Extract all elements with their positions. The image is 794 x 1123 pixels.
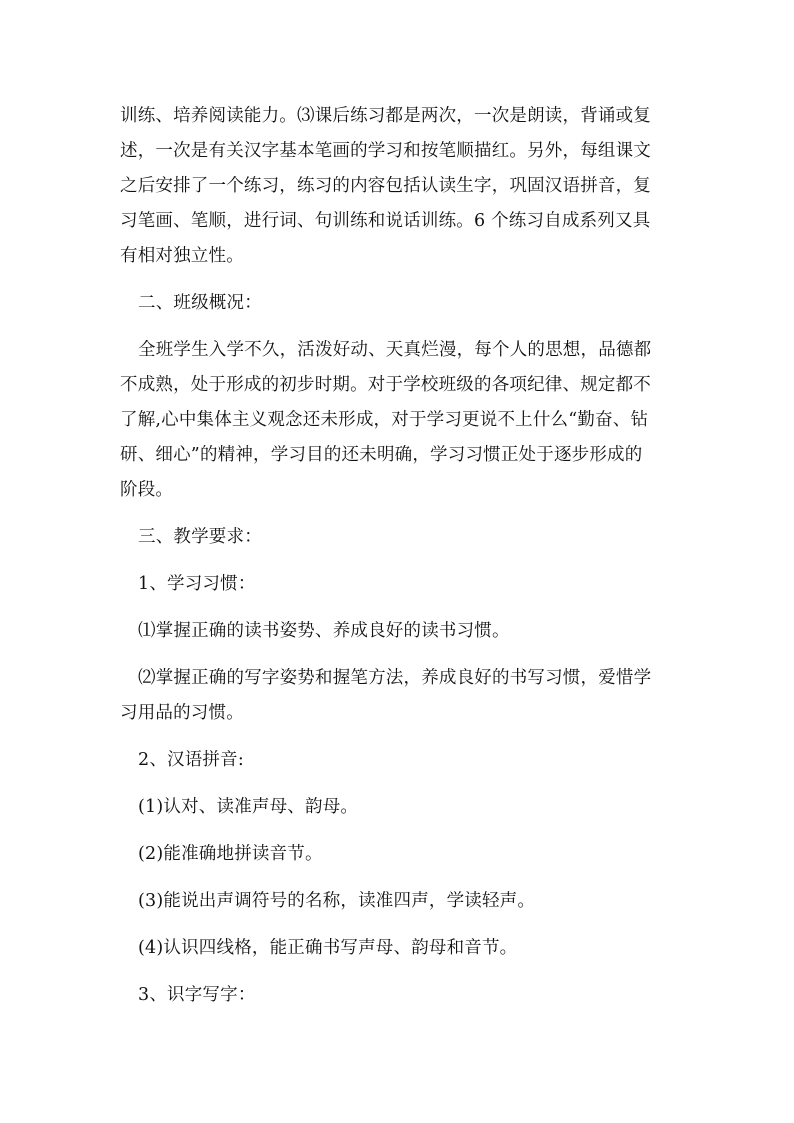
- text-line: 三、教学要求：: [138, 527, 262, 547]
- paragraph-spacer: [120, 602, 676, 614]
- text-line: 了解,心中集体主义观念还未形成，对于学习更说不上什么“勤奋、钻: [120, 410, 649, 430]
- text-line: 研、细心”的精神，学习目的还未明确，学习习惯正处于逐步形成的: [120, 445, 643, 465]
- paragraph-spacer: [120, 825, 676, 837]
- paragraph-spacer: [120, 919, 676, 931]
- document-body: [120, 99, 676, 1013]
- text-line: ⑴掌握正确的读书姿势、养成良好的读书习惯。: [138, 621, 510, 641]
- text-line: (1)认对、读准声母、韵母。: [138, 797, 359, 817]
- paragraph-spacer: [120, 508, 676, 520]
- text-line: (2)能准确地拼读音节。: [138, 844, 323, 864]
- text-line: 之后安排了一个练习，练习的内容包括认读生字，巩固汉语拼音，复: [120, 176, 651, 196]
- text-line: 阶段。: [120, 480, 174, 500]
- text-line: 不成熟，处于形成的初步时期。对于学校班级的各项纪律、规定都不: [120, 375, 651, 395]
- text-line: 训练、培养阅读能力。⑶课后练习都是两次，一次是朗读，背诵或复: [120, 106, 651, 126]
- text-line: 2、汉语拼音:: [138, 750, 244, 770]
- text-line: 习用品的习惯。: [120, 703, 244, 723]
- text-line: 二、班级概况：: [138, 293, 262, 313]
- text-line: 3、识字写字：: [138, 985, 256, 1005]
- paragraph-spacer: [120, 731, 676, 743]
- text-line: 1、学习习惯：: [138, 574, 256, 594]
- paragraph-spacer: [120, 321, 676, 333]
- paragraph-spacer: [120, 872, 676, 884]
- text-line: (3)能说出声调符号的名称，读准四声，学读轻声。: [138, 891, 536, 911]
- text-line: (4)认识四线格，能正确书写声母、韵母和音节。: [138, 938, 518, 958]
- text-line: 习笔画、笔顺，进行词、句训练和说话训练。6 个练习自成系列又具: [120, 211, 651, 231]
- paragraph-spacer: [120, 274, 676, 286]
- text-line: 述，一次是有关汉字基本笔画的学习和按笔顺描红。另外，每组课文: [120, 141, 651, 161]
- text-line: ⑵掌握正确的写字姿势和握笔方法，养成良好的书写习惯，爱惜学: [138, 668, 652, 688]
- paragraph-spacer: [120, 778, 676, 790]
- text-line: 全班学生入学不久，活泼好动、天真烂漫，每个人的思想，品德都: [138, 340, 652, 360]
- text-line: 有相对独立性。: [120, 246, 244, 266]
- paragraph-spacer: [120, 555, 676, 567]
- paragraph-spacer: [120, 649, 676, 661]
- paragraph-spacer: [120, 966, 676, 978]
